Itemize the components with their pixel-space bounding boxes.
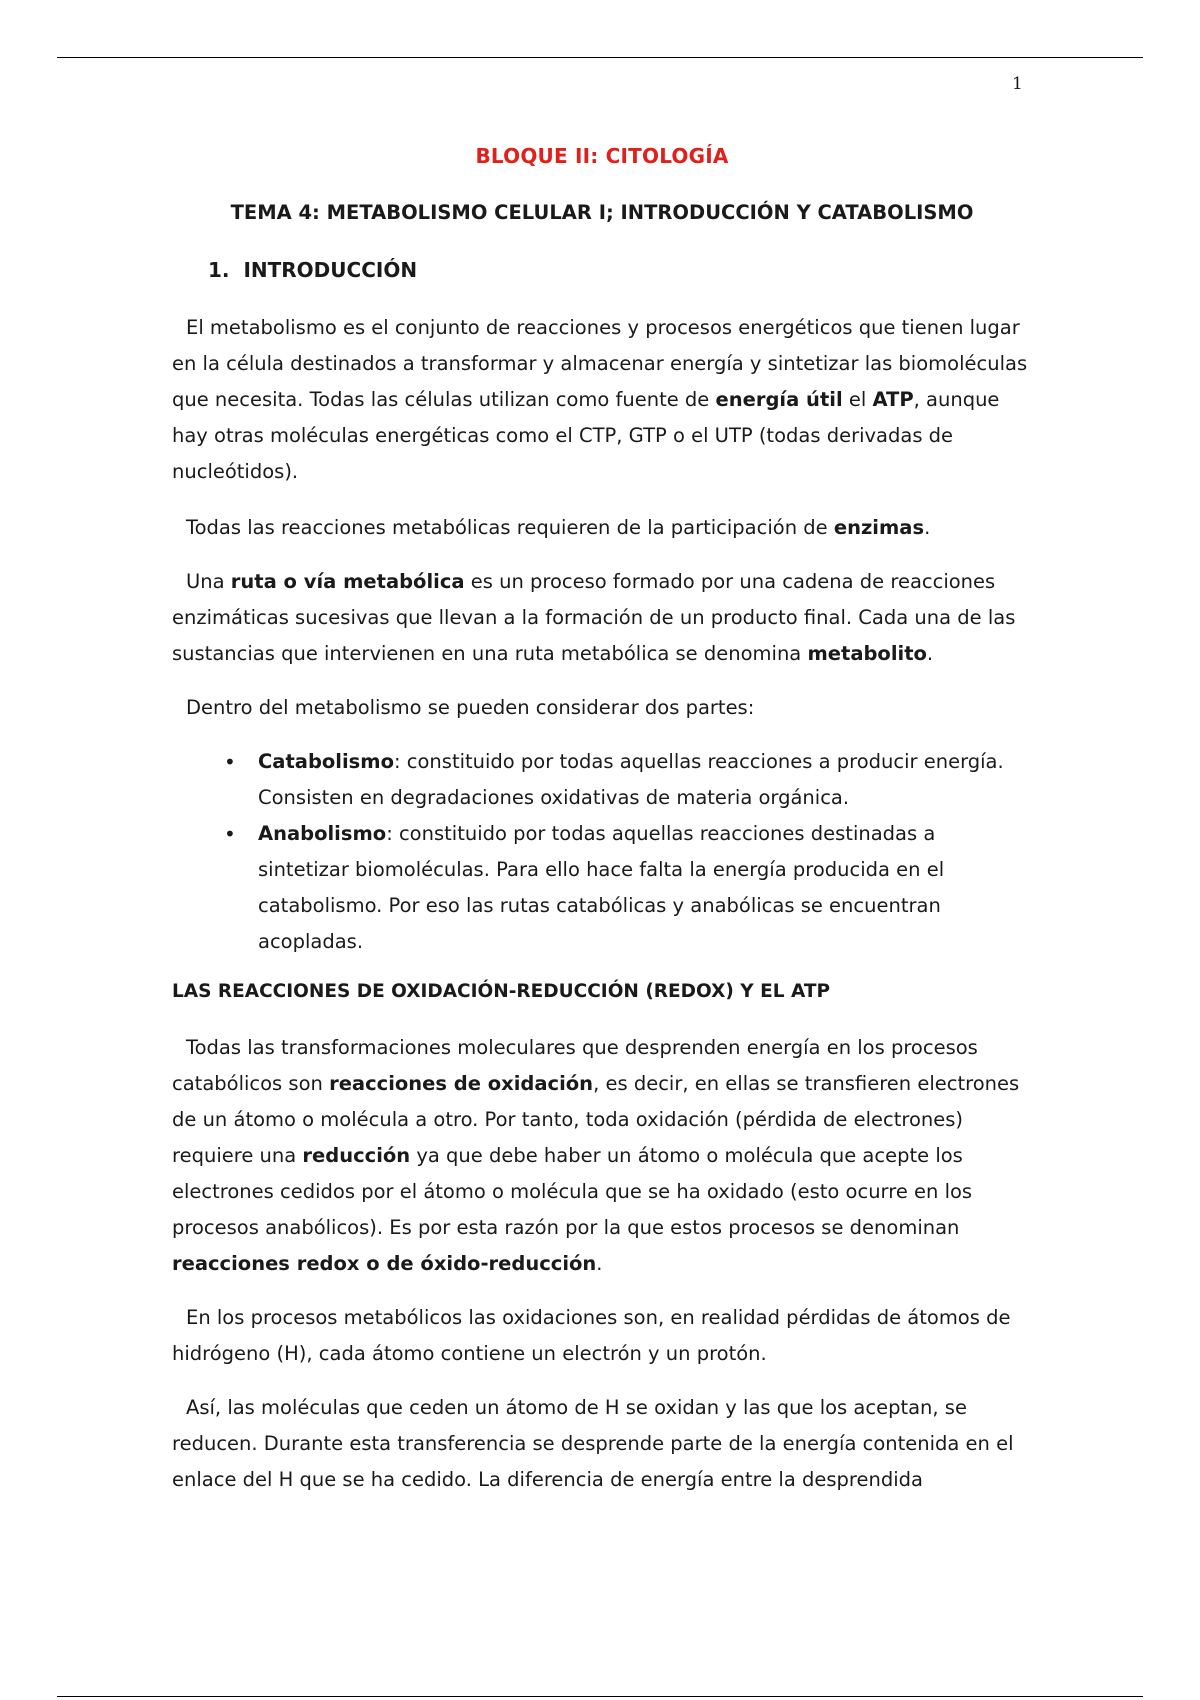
bold-term: ruta o vía metabólica bbox=[230, 570, 465, 593]
bullet-icon: • bbox=[224, 822, 236, 846]
top-rule bbox=[57, 57, 1143, 58]
bullet-icon: • bbox=[224, 750, 236, 774]
block-title: BLOQUE II: CITOLOGÍA bbox=[475, 144, 729, 168]
paragraph-hydrogen-loss: En los procesos metabólicos las oxidaciones son, en realidad pérdidas de átomos de hidrógeno (H), cada átomo contiene un electrón y un protón. bbox=[172, 1306, 1011, 1365]
paragraph-metabolism-definition: El metabolismo es el conjunto de reacciones y procesos energéticos que tienen lugar en la célula destinados a transformar y almacenar energía y sintetizar las biomoléculas que necesita. Todas las células utilizan como fuente de energía útil el ATP, aunque hay otras moléculas energéticas como el CTP, GTP o el UTP (todas derivadas de nucleótidos). bbox=[172, 316, 1028, 483]
paragraph-two-parts: Dentro del metabolismo se pueden considerar dos partes: bbox=[186, 696, 755, 719]
list-item: • Anabolismo: constituido por todas aquellas reacciones destinadas a sintetizar biomoléculas. Para ello hace falta la energía producida en el catabolismo. Por eso las rutas catabólicas y anabólicas se encuentran acopladas. bbox=[224, 816, 1024, 960]
bold-term: energía útil bbox=[715, 388, 843, 411]
metabolism-parts-list bbox=[224, 744, 1024, 960]
bold-term: ATP bbox=[872, 388, 914, 411]
section-heading bbox=[208, 258, 417, 282]
bold-term: metabolito bbox=[807, 642, 927, 665]
bold-term: reducción bbox=[302, 1144, 411, 1167]
bold-term: Anabolismo bbox=[258, 822, 387, 845]
section-number: 1. bbox=[208, 258, 230, 282]
paragraph-hydrogen-transfer: Así, las moléculas que ceden un átomo de H se oxidan y las que los aceptan, se reducen. Durante esta transferencia se desprende parte de la energía contenida en el enlace del H que se ha cedido. La diferencia de energía entre la desprendida bbox=[172, 1396, 1014, 1491]
paragraph-enzymes: Todas las reacciones metabólicas requieren de la participación de enzimas. bbox=[186, 516, 931, 539]
bold-term: Catabolismo bbox=[258, 750, 394, 773]
topic-title: TEMA 4: METABOLISMO CELULAR I; INTRODUCCIÓN Y CATABOLISMO bbox=[230, 201, 974, 224]
bold-term: reacciones de oxidación bbox=[329, 1072, 594, 1095]
page-number: 1 bbox=[1012, 74, 1023, 94]
section-title: INTRODUCCIÓN bbox=[243, 258, 418, 282]
bottom-rule bbox=[57, 1696, 1143, 1697]
bold-term: reacciones redox o de óxido-reducción bbox=[172, 1252, 597, 1275]
paragraph-redox: Todas las transformaciones moleculares que desprenden energía en los procesos catabólicos son reacciones de oxidación, es decir, en ellas se transfieren electrones de un átomo o molécula a otro. Por tanto, toda oxidación (pérdida de electrones) requiere una reducción ya que debe haber un átomo o molécula que acepte los electrones cedidos por el átomo o molécula que se ha oxidado (esto ocurre en los procesos anabólicos). Es por esta razón por la que estos procesos se denominan reacciones redox o de óxido-reducción. bbox=[172, 1036, 1020, 1275]
list-item: • Catabolismo: constituido por todas aquellas reacciones a producir energía. Consisten en degradaciones oxidativas de materia orgánica. bbox=[224, 744, 1024, 816]
bold-term: enzimas bbox=[833, 516, 925, 539]
paragraph-metabolic-route: Una ruta o vía metabólica es un proceso formado por una cadena de reacciones enzimáticas sucesivas que llevan a la formación de un producto final. Cada una de las sustancias que intervienen en una ruta metabólica se denomina metabolito. bbox=[172, 570, 1016, 665]
subheading-redox: LAS REACCIONES DE OXIDACIÓN-REDUCCIÓN (REDOX) Y EL ATP bbox=[172, 981, 831, 1002]
